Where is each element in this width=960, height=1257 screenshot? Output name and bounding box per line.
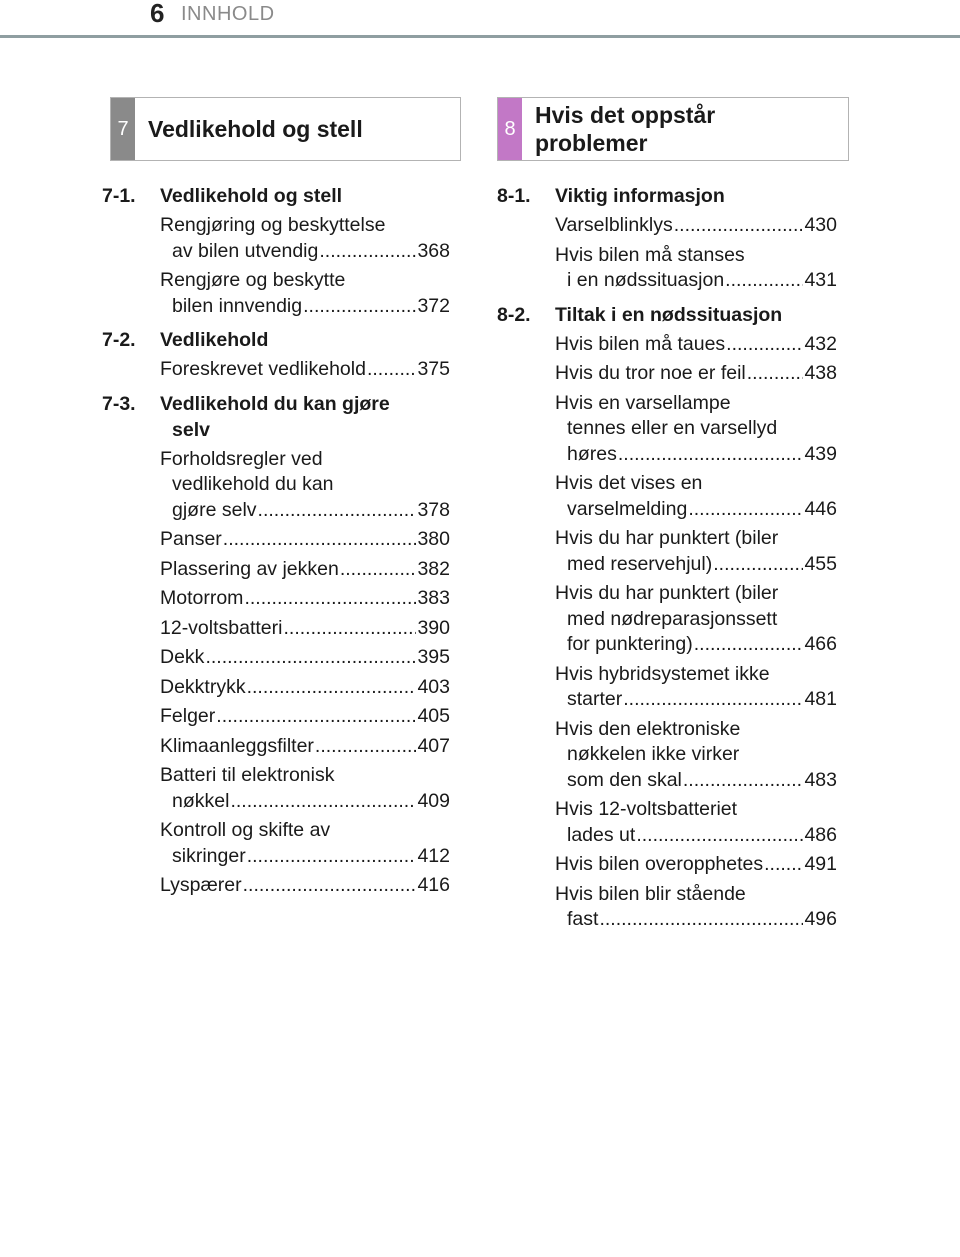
page-ref: 466 (804, 633, 837, 655)
page-ref: 416 (417, 874, 450, 896)
page-ref: 439 (804, 442, 837, 465)
dot-leader (725, 268, 803, 294)
entry-line (555, 213, 837, 239)
entry-text: Felger (160, 705, 216, 727)
toc-entry[interactable] (160, 873, 450, 899)
page-ref: 378 (417, 498, 450, 521)
entry-text: som den skal (567, 768, 682, 791)
toc-entry[interactable] (160, 818, 450, 869)
entry-line: Batteri til elektronisk (160, 764, 335, 786)
entry-line (555, 497, 837, 523)
dot-leader (367, 357, 417, 383)
toc-entry[interactable] (160, 447, 450, 524)
entry-text: Motorrom (160, 587, 244, 609)
toc-entry[interactable] (160, 704, 450, 730)
entry-line: tennes eller en varsellyd (567, 417, 778, 439)
page-ref: 407 (417, 734, 450, 757)
section-7-number: 7 (111, 98, 135, 160)
entry-line: Hvis den elektroniske (555, 717, 741, 740)
toc-column-section-8 (497, 183, 837, 933)
dot-leader (247, 675, 417, 701)
entry-line (160, 557, 450, 583)
chapter-title (160, 183, 450, 209)
toc-entry[interactable] (555, 243, 837, 294)
dot-leader (599, 907, 803, 933)
section-8-number: 8 (498, 98, 522, 160)
page-ref: 438 (804, 362, 837, 384)
toc-entry[interactable] (555, 581, 837, 658)
chapter-number: 7-1. (102, 185, 136, 207)
entry-line (555, 632, 837, 658)
page-ref: 496 (804, 908, 837, 930)
chapter-title-line: selv (172, 418, 210, 441)
entry-text: av bilen utvendig (172, 239, 319, 262)
toc-column-section-7 (102, 183, 450, 899)
entry-text: med reservehjul) (567, 552, 713, 575)
entry-text: Foreskrevet vedlikehold (160, 358, 366, 380)
page-ref: 372 (417, 294, 450, 317)
toc-entry[interactable] (555, 391, 837, 468)
chapter-title (555, 183, 837, 209)
toc-entry[interactable] (555, 213, 837, 239)
chapter-title-line: Vedlikehold du kan gjøre (160, 392, 390, 415)
entry-text: Panser (160, 528, 222, 550)
page-header (0, 0, 960, 38)
chapter-title (555, 302, 837, 328)
toc-entry[interactable] (555, 471, 837, 522)
page-ref: 368 (417, 239, 450, 262)
page-ref: 455 (804, 552, 837, 575)
dot-leader (694, 632, 804, 658)
entry-text: fast (567, 908, 599, 930)
entry-line (555, 442, 837, 468)
entry-line (160, 844, 450, 870)
entry-line: Hvis det vises en (555, 472, 703, 494)
chapter-title-line: Tiltak i en nødssituasjon (555, 303, 783, 326)
entry-text: Varselblinklys (555, 214, 673, 236)
header-rule (0, 35, 960, 38)
chapter-title-line: Viktig informasjon (555, 185, 725, 207)
toc-entry[interactable] (160, 734, 450, 760)
entry-line (555, 332, 837, 358)
section-7-header (110, 97, 461, 161)
chapter-title-line: Vedlikehold og stell (160, 185, 343, 207)
page-ref: 382 (417, 557, 450, 580)
page-ref: 486 (804, 823, 837, 846)
toc-entry[interactable] (555, 717, 837, 794)
entry-line (555, 823, 837, 849)
toc-entry[interactable] (160, 557, 450, 583)
entry-line (160, 704, 450, 730)
page-number: 6 (150, 0, 165, 28)
toc-entry[interactable] (555, 662, 837, 713)
dot-leader (243, 873, 417, 899)
entry-text: Lyspærer (160, 874, 242, 896)
entry-line (555, 361, 837, 387)
entry-line: Hvis du har punktert (biler (555, 582, 779, 604)
entry-line (555, 768, 837, 794)
entry-line (555, 268, 837, 294)
entry-text: nøkkel (172, 789, 230, 812)
entry-text: i en nødssituasjon (567, 269, 725, 291)
chapter-title (160, 391, 450, 443)
page-ref: 390 (417, 616, 450, 639)
entry-line (160, 789, 450, 815)
entry-line: nøkkelen ikke virker (567, 743, 740, 765)
page-ref: 430 (804, 214, 837, 236)
dot-leader (258, 498, 417, 524)
entry-line (160, 873, 450, 899)
page-ref: 375 (417, 358, 450, 380)
dot-leader (747, 361, 804, 387)
entry-line: Forholdsregler ved (160, 447, 323, 470)
entry-text: høres (567, 442, 617, 465)
entry-line: Hvis en varsellampe (555, 391, 731, 414)
toc-entry[interactable] (160, 357, 450, 383)
dot-leader (683, 768, 804, 794)
entry-line: Hvis bilen blir stående (555, 882, 746, 905)
entry-line: Hvis du har punktert (biler (555, 527, 779, 549)
chapter-number: 7-3. (102, 392, 136, 415)
entry-line: Hvis hybridsystemet ikke (555, 662, 770, 685)
toc-entry[interactable] (555, 852, 837, 878)
entry-line: vedlikehold du kan (172, 473, 334, 495)
entry-line (160, 239, 450, 265)
toc-entry[interactable] (555, 332, 837, 358)
toc-entry[interactable] (160, 213, 450, 264)
entry-text: 12-voltsbatteri (160, 616, 283, 639)
toc-entry[interactable] (160, 527, 450, 553)
toc-chapter (102, 183, 450, 209)
toc-entry[interactable] (160, 616, 450, 642)
page-ref: 405 (417, 705, 450, 727)
entry-line (160, 675, 450, 701)
page-ref: 403 (417, 675, 450, 698)
entry-line (160, 586, 450, 612)
entry-line: Hvis bilen må stanses (555, 243, 745, 266)
entry-text: for punktering) (567, 633, 693, 655)
entry-line (555, 852, 837, 878)
entry-text: Hvis du tror noe er feil (555, 362, 746, 384)
dot-leader (623, 687, 803, 713)
toc-chapter (497, 183, 837, 209)
entry-text: Dekk (160, 646, 205, 668)
dot-leader (688, 497, 803, 523)
toc-entry[interactable] (555, 526, 837, 577)
entry-text: Hvis bilen overopphetes (555, 853, 764, 875)
chapter-number: 8-2. (497, 303, 531, 326)
entry-text: lades ut (567, 823, 636, 846)
entry-text: starter (567, 688, 623, 710)
page-ref: 412 (417, 844, 450, 867)
entry-line (160, 498, 450, 524)
entry-text: gjøre selv (172, 498, 257, 521)
entry-text: bilen innvendig (172, 294, 303, 317)
page-ref: 483 (804, 768, 837, 791)
entry-line: Rengjøre og beskytte (160, 269, 346, 291)
chapter-number: 8-1. (497, 185, 531, 207)
page-ref: 432 (804, 332, 837, 355)
entry-line (555, 552, 837, 578)
entry-line (160, 734, 450, 760)
chapter-title-line: Vedlikehold (160, 329, 269, 351)
chapter-title (160, 327, 450, 353)
toc-entry[interactable] (555, 797, 837, 848)
entry-line (160, 645, 450, 671)
entry-line (160, 527, 450, 553)
entry-line (555, 907, 837, 933)
page-ref: 395 (417, 646, 450, 668)
toc-entry[interactable] (555, 882, 837, 933)
dot-leader (764, 852, 803, 878)
entry-line (160, 294, 450, 320)
entry-line: med nødreparasjonssett (567, 607, 778, 630)
toc-chapter (102, 391, 450, 443)
dot-leader (636, 823, 803, 849)
dot-leader (230, 789, 416, 815)
dot-leader (713, 552, 803, 578)
dot-leader (674, 213, 804, 239)
entry-text: Klimaanleggsfilter (160, 734, 314, 757)
header-title: INNHOLD (181, 3, 275, 25)
toc-entry[interactable] (160, 675, 450, 701)
toc-entry[interactable] (160, 268, 450, 319)
dot-leader (340, 557, 417, 583)
chapter-number: 7-2. (102, 329, 136, 351)
dot-leader (618, 442, 804, 468)
dot-leader (303, 294, 416, 320)
dot-leader (247, 844, 417, 870)
entry-line: Hvis 12-voltsbatteriet (555, 798, 738, 820)
page-ref: 481 (804, 688, 837, 710)
toc-chapter (497, 302, 837, 328)
entry-text: Dekktrykk (160, 675, 246, 698)
dot-leader (244, 586, 416, 612)
page-ref: 491 (804, 853, 837, 875)
entry-line: Kontroll og skifte av (160, 819, 331, 841)
page-ref: 446 (804, 497, 837, 520)
entry-text: sikringer (172, 844, 246, 867)
entry-line (160, 616, 450, 642)
dot-leader (205, 645, 416, 671)
entry-line (160, 357, 450, 383)
toc-entry[interactable] (555, 361, 837, 387)
entry-line: Rengjøring og beskyttelse (160, 214, 386, 236)
entry-text: Plassering av jekken (160, 557, 339, 580)
dot-leader (319, 239, 416, 265)
page-ref: 383 (417, 587, 450, 609)
toc-entry[interactable] (160, 645, 450, 671)
section-8-header (497, 97, 849, 161)
dot-leader (283, 616, 416, 642)
dot-leader (223, 527, 417, 553)
toc-entry[interactable] (160, 763, 450, 814)
page-ref: 409 (417, 789, 450, 812)
page-ref: 380 (417, 528, 450, 550)
entry-text: Hvis bilen må taues (555, 332, 726, 355)
toc-chapter (102, 327, 450, 353)
entry-line (555, 687, 837, 713)
section-7-title: Vedlikehold og stell (148, 116, 363, 142)
toc-entry[interactable] (160, 586, 450, 612)
page-ref: 431 (804, 269, 837, 291)
dot-leader (216, 704, 416, 730)
section-8-title: Hvis det oppstår problemer (535, 102, 716, 156)
dot-leader (315, 734, 417, 760)
entry-text: varselmelding (567, 497, 688, 520)
dot-leader (726, 332, 803, 358)
